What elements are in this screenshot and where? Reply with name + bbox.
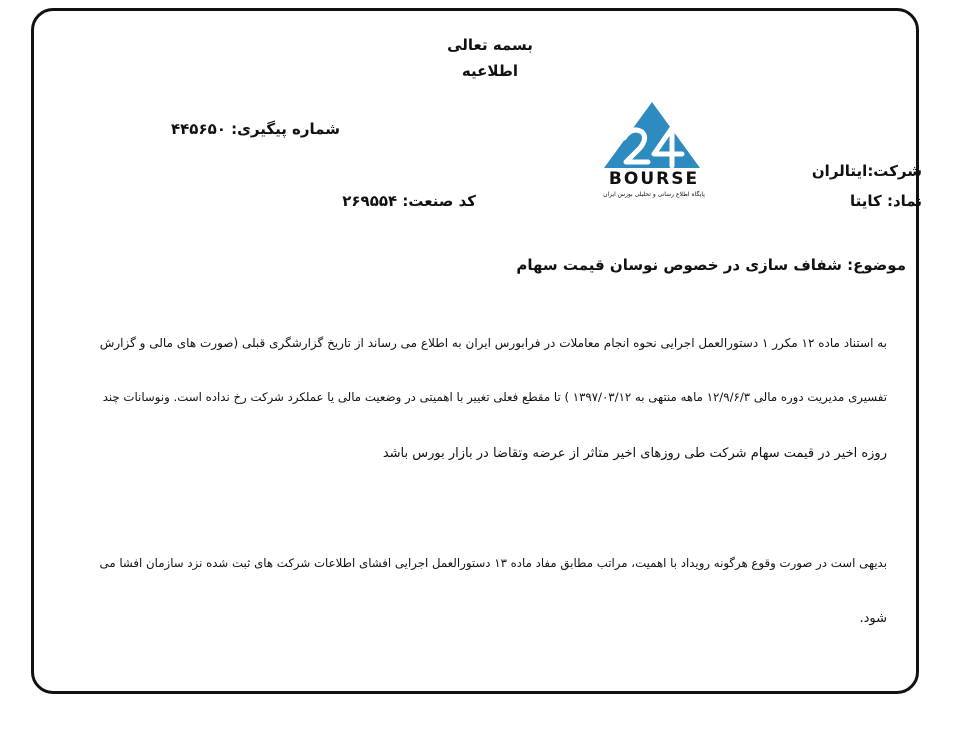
company-value: ایتالران: [811, 162, 868, 180]
company-name: [800, 162, 922, 180]
document-frame: [31, 8, 919, 694]
symbol-label: نماد:: [886, 192, 922, 210]
tracking-label: شماره پیگیری:: [231, 120, 340, 138]
body-line-3: روزه اخیر در قیمت سهام شرکت طی روزهای اخیر متاثر از عرضه وتقاضا در بازار بورس باشد: [382, 446, 887, 461]
subject-line: [516, 256, 906, 274]
tracking-value: ۴۴۵۶۵۰: [170, 120, 226, 138]
subject-text: شفاف سازی در خصوص نوسان قیمت سهام: [516, 256, 842, 274]
body-line-1: به استناد ماده ۱۲ مکرر ۱ دستورالعمل اجرایی نحوه انجام معاملات در فرابورس ایران به اطلاع می رساند از تاریخ گزارشگری قبلی (صورت های مالی و گزارش: [99, 336, 887, 350]
symbol-value: کایتا: [849, 192, 882, 210]
svg-text:پایگاه اطلاع رسانی و تحلیلی بو: پایگاه اطلاع رسانی و تحلیلی بورس ایران: [603, 191, 705, 198]
industry-code-label: کد صنعت:: [402, 192, 476, 210]
header-basmala: بسمه تعالی: [447, 36, 533, 54]
bourse-logo: [588, 100, 720, 200]
bourse-logo-icon: [588, 100, 720, 200]
company-label: شرکت:: [867, 162, 922, 180]
body-line-4: بدیهی است در صورت وقوع هرگونه رویداد با اهمیت، مراتب مطابق مفاد ماده ۱۳ دستورالعمل اجرایی افشای اطلاعات شرکت های ثبت شده نزد سازمان افشا می: [99, 556, 887, 570]
industry-code-value: ۲۶۹۵۵۴: [342, 192, 398, 210]
industry-code: [344, 192, 476, 210]
svg-text:BOURSE: BOURSE: [608, 169, 700, 189]
symbol: [810, 192, 922, 210]
header-announcement: اطلاعیه: [461, 62, 519, 80]
body-line-2: تفسیری مدیریت دوره مالی ۱۲/۹/۶/۳ ماهه منتهی به ۱۳۹۷/۰۳/۱۲ ) تا مقطع فعلی تغییر با اهمیتی در وضعیت مالی یا عملکرد شرکت رخ نداده است. ونوسانات چند: [102, 390, 887, 404]
body-line-5: شود.: [859, 611, 887, 626]
tracking-number: [172, 120, 340, 138]
subject-label: موضوع:: [847, 256, 906, 274]
